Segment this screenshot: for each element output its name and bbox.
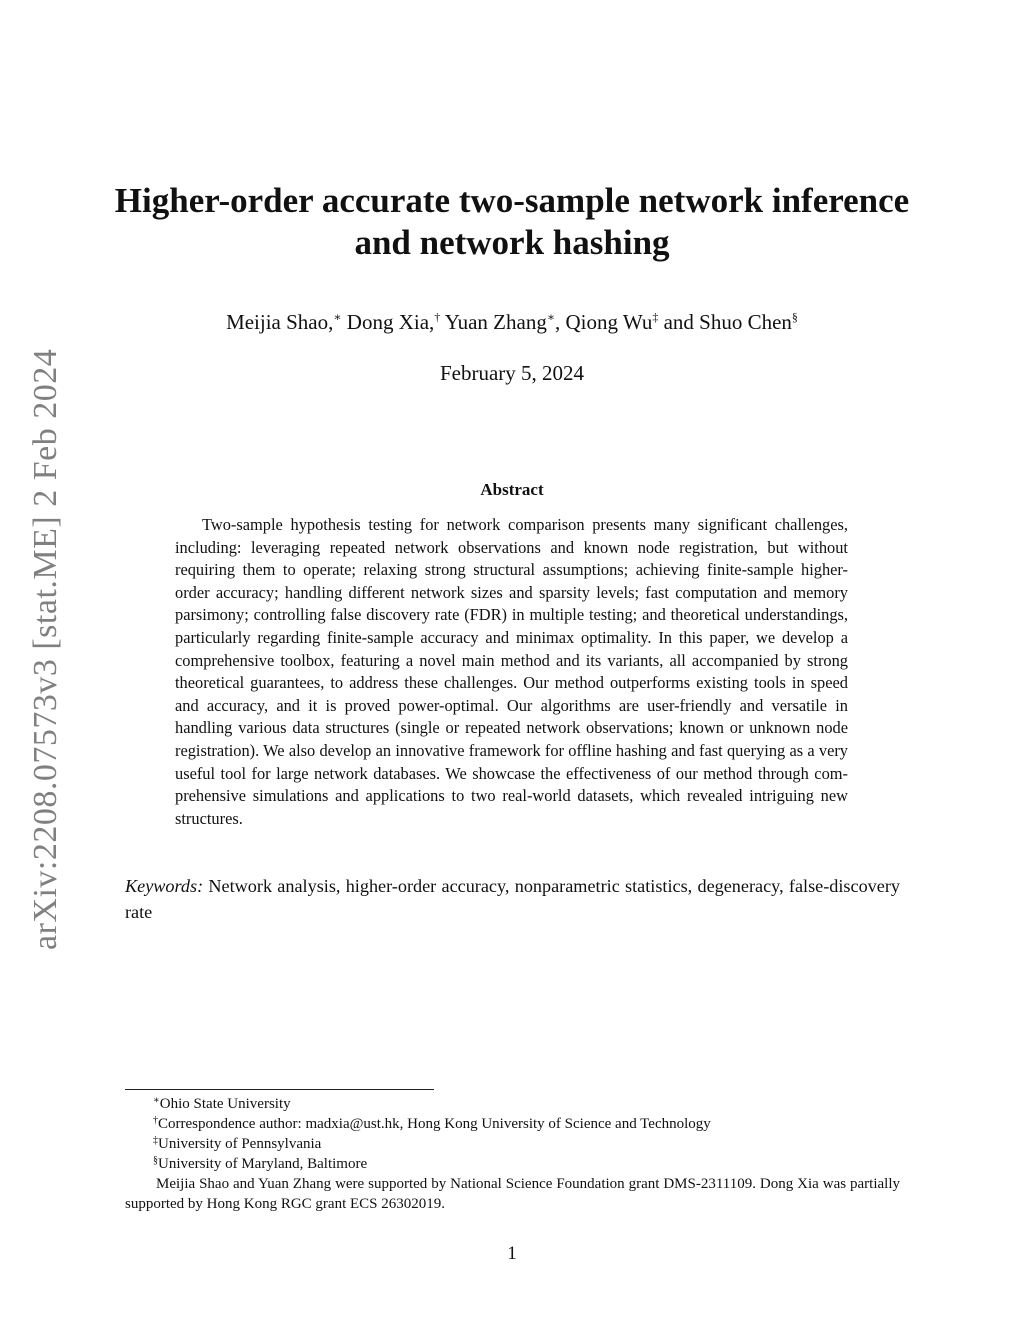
author-name: Dong Xia, bbox=[341, 310, 435, 334]
footnote-text: University of Pennsylvania bbox=[158, 1136, 322, 1152]
author-list bbox=[100, 307, 924, 337]
footnote-text: University of Maryland, Baltimore bbox=[158, 1156, 368, 1172]
author-affiliation-mark: † bbox=[434, 310, 441, 324]
page-number: 1 bbox=[507, 1243, 517, 1264]
author-name: , Qiong Wu bbox=[554, 310, 653, 334]
footnote-text: Ohio State University bbox=[159, 1096, 291, 1112]
footnote-mark: § bbox=[153, 1155, 158, 1166]
author-name: Yuan Zhang bbox=[440, 310, 547, 334]
funding-note: Meijia Shao and Yuan Zhang were supported by National Science Foundation grant DMS-2311109. Dong Xia was partially supported by Hong Kong RGC grant ECS 26302019. bbox=[125, 1176, 900, 1212]
footnote-mark: ∗ bbox=[153, 1095, 160, 1106]
keywords-paragraph bbox=[125, 873, 900, 925]
footnote-mark: ‡ bbox=[153, 1135, 158, 1146]
author-name: Meijia Shao, bbox=[226, 310, 334, 334]
footnote-affiliation bbox=[125, 1114, 900, 1134]
keywords-label: Keywords: bbox=[125, 876, 204, 896]
footnotes bbox=[125, 1094, 900, 1214]
paper-title-line-2: and network hashing bbox=[354, 223, 670, 262]
keywords-text: Network analysis, higher-order accuracy, nonparametric statistics, degeneracy, false-discovery rate bbox=[125, 876, 900, 922]
abstract-heading: Abstract bbox=[480, 480, 544, 499]
author-affiliation-mark: ∗ bbox=[333, 310, 342, 324]
author-name: and Shuo Chen bbox=[658, 310, 792, 334]
footnote-affiliation bbox=[125, 1154, 900, 1174]
arxiv-identifier-stamp: arXiv:2208.07573v3 [stat.ME] 2 Feb 2024 bbox=[27, 348, 64, 950]
paper-title bbox=[100, 180, 924, 264]
footnote-affiliation bbox=[125, 1094, 900, 1114]
author-affiliation-mark: § bbox=[791, 310, 798, 324]
author-affiliation-mark: ‡ bbox=[652, 310, 659, 324]
footnote-affiliation bbox=[125, 1134, 900, 1154]
abstract-body: Two-sample hypothesis testing for network comparison presents many significant challenges, including: leveraging repeated network observations and known node registration, but without requiring them to operate; relaxing strong structural assumptions; achieving finite-sample higher-order accuracy; handling different network sizes and sparsity levels; fast computation and memory parsimony; controlling false discovery rate (FDR) in multiple testing; and theoretical understandings, particularly regarding finite-sample accuracy and minimax optimality. In this paper, we develop a comprehensive toolbox, featuring a novel main method and its variants, all accompanied by strong theoretical guarantees, to address these challenges. Our method outperforms existing tools in speed and accuracy, and it is proved power-optimal. Our algorithms are user-friendly and versatile in handling various data structures (single or repeated network observations; known or unknown node registration). We also develop an innovative framework for offline hashing and fast querying as a very useful tool for large network databases. We showcase the effectiveness of our method through comprehensive simulations and applications to two real-world datasets, which revealed intriguing new structures. bbox=[175, 515, 848, 828]
paper-title-line-1: Higher-order accurate two-sample network inference bbox=[114, 181, 910, 220]
author-affiliation-mark: ∗ bbox=[546, 310, 555, 324]
publication-date: February 5, 2024 bbox=[439, 361, 585, 385]
footnote-divider bbox=[125, 1089, 434, 1090]
footnote-text: Correspondence author: madxia@ust.hk, Hong Kong University of Science and Technology bbox=[158, 1116, 711, 1132]
footnote-mark: † bbox=[153, 1115, 158, 1126]
